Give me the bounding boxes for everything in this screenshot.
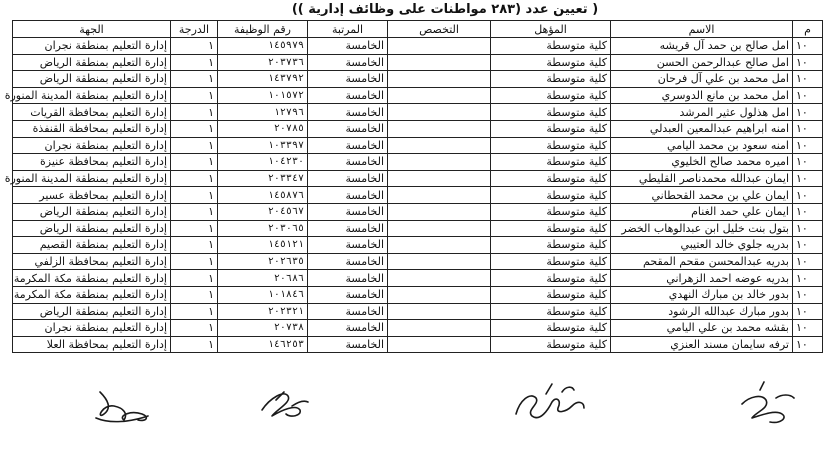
cell-department: إدارة التعليم بمنطقة الرياض <box>13 71 171 88</box>
cell-seq: ١٠ <box>793 270 823 287</box>
table-row <box>13 320 823 337</box>
cell-name: امل صالح بن حمد آل قريشه <box>611 38 793 55</box>
header-department: الجهة <box>13 21 171 38</box>
cell-grade: ١ <box>171 320 218 337</box>
cell-job-id: ٢٠٣٠٦٥ <box>218 220 308 237</box>
cell-grade: ١ <box>171 253 218 270</box>
cell-grade: ١ <box>171 87 218 104</box>
appointments-table-wrap <box>4 20 822 353</box>
cell-name: بدريه عبدالمحسن مقحم المقحم <box>611 253 793 270</box>
handwritten-signature-icon <box>742 382 794 422</box>
cell-rank: الخامسة <box>308 237 388 254</box>
cell-name: ايمان علي بن محمد القحطاني <box>611 187 793 204</box>
table-row <box>13 137 823 154</box>
cell-specialization <box>388 303 491 320</box>
cell-job-id: ١٠٣٣٩٧ <box>218 137 308 154</box>
cell-seq: ١٠ <box>793 187 823 204</box>
cell-rank: الخامسة <box>308 54 388 71</box>
cell-department: إدارة التعليم بمنطقة الرياض <box>13 203 171 220</box>
cell-grade: ١ <box>171 303 218 320</box>
cell-specialization <box>388 87 491 104</box>
cell-job-id: ٢٠٧٨٥ <box>218 120 308 137</box>
cell-seq: ١٠ <box>793 54 823 71</box>
cell-job-id: ٢٠٣٣٤٧ <box>218 170 308 187</box>
cell-job-id: ١٠٤٢٣٠ <box>218 154 308 171</box>
cell-department: إدارة التعليم بمنطقة مكة المكرمة <box>13 286 171 303</box>
cell-job-id: ١٤٥٨٧٦ <box>218 187 308 204</box>
cell-rank: الخامسة <box>308 154 388 171</box>
cell-specialization <box>388 104 491 121</box>
cell-seq: ١٠ <box>793 237 823 254</box>
cell-specialization <box>388 237 491 254</box>
cell-grade: ١ <box>171 120 218 137</box>
cell-name: بقشه محمد بن علي اليامي <box>611 320 793 337</box>
header-job-id: رقم الوظيفة <box>218 21 308 38</box>
cell-rank: الخامسة <box>308 220 388 237</box>
cell-department: إدارة التعليم بمنطقة الرياض <box>13 54 171 71</box>
table-row <box>13 87 823 104</box>
cell-job-id: ١٤٣٧٩٢ <box>218 71 308 88</box>
cell-seq: ١٠ <box>793 104 823 121</box>
cell-name: بدور مبارك عبدالله الرشود <box>611 303 793 320</box>
cell-rank: الخامسة <box>308 203 388 220</box>
cell-department: إدارة التعليم بمنطقة مكة المكرمة <box>13 270 171 287</box>
cell-seq: ١٠ <box>793 336 823 353</box>
cell-department: إدارة التعليم بمنطقة المدينة المنورة <box>13 170 171 187</box>
table-body <box>4 38 823 353</box>
cell-grade: ١ <box>171 237 218 254</box>
cell-name: امل هذلول عثير المرشد <box>611 104 793 121</box>
cell-specialization <box>388 203 491 220</box>
cell-job-id: ٢٠٤٥٦٧ <box>218 203 308 220</box>
cell-grade: ١ <box>171 187 218 204</box>
cell-seq: ١٠ <box>793 120 823 137</box>
cell-grade: ١ <box>171 220 218 237</box>
cell-rank: الخامسة <box>308 71 388 88</box>
cell-qualification: كلية متوسطة <box>491 54 611 71</box>
table-row <box>13 237 823 254</box>
header-grade: الدرجة <box>171 21 218 38</box>
cell-name: ترفه سايمان مسند العنزي <box>611 336 793 353</box>
handwritten-signature-icon <box>262 392 308 416</box>
cell-department: إدارة التعليم بمنطقة الرياض <box>13 220 171 237</box>
handwritten-signature-icon <box>96 392 148 422</box>
cell-grade: ١ <box>171 38 218 55</box>
cell-job-id: ٢٠٣٧٣٦ <box>218 54 308 71</box>
cell-qualification: كلية متوسطة <box>491 336 611 353</box>
cell-specialization <box>388 71 491 88</box>
cell-qualification: كلية متوسطة <box>491 320 611 337</box>
cell-job-id: ٢٠٢٣٢١ <box>218 303 308 320</box>
cell-name: بدريه عوضه احمد الزهراني <box>611 270 793 287</box>
cell-department: إدارة التعليم بمحافظة العلا <box>13 336 171 353</box>
cell-seq: ١٠ <box>793 137 823 154</box>
cell-rank: الخامسة <box>308 303 388 320</box>
cell-specialization <box>388 54 491 71</box>
cell-grade: ١ <box>171 154 218 171</box>
cell-specialization <box>388 253 491 270</box>
cell-rank: الخامسة <box>308 120 388 137</box>
table-row <box>13 38 823 55</box>
cell-seq: ١٠ <box>793 154 823 171</box>
cell-grade: ١ <box>171 203 218 220</box>
table-row <box>13 120 823 137</box>
cell-department: إدارة التعليم بمنطقة الرياض <box>13 303 171 320</box>
cell-seq: ١٠ <box>793 71 823 88</box>
cell-qualification: كلية متوسطة <box>491 170 611 187</box>
cell-seq: ١٠ <box>793 87 823 104</box>
table-row <box>13 303 823 320</box>
header-seq: م <box>793 21 823 38</box>
table-row <box>13 270 823 287</box>
cell-grade: ١ <box>171 286 218 303</box>
table-row <box>13 203 823 220</box>
cell-rank: الخامسة <box>308 170 388 187</box>
cell-rank: الخامسة <box>308 286 388 303</box>
cell-grade: ١ <box>171 170 218 187</box>
cell-name: ايمان علي حمد الغنام <box>611 203 793 220</box>
cell-seq: ١٠ <box>793 220 823 237</box>
table-row <box>13 187 823 204</box>
cell-specialization <box>388 336 491 353</box>
cell-qualification: كلية متوسطة <box>491 253 611 270</box>
cell-name: ايمان عبدالله محمدناصر القليطي <box>611 170 793 187</box>
cell-grade: ١ <box>171 54 218 71</box>
cell-qualification: كلية متوسطة <box>491 220 611 237</box>
cell-qualification: كلية متوسطة <box>491 270 611 287</box>
cell-job-id: ٢٠٧٣٨ <box>218 320 308 337</box>
table-row <box>13 286 823 303</box>
cell-grade: ١ <box>171 137 218 154</box>
table-header-row <box>13 21 823 38</box>
cell-qualification: كلية متوسطة <box>491 38 611 55</box>
cell-seq: ١٠ <box>793 38 823 55</box>
cell-specialization <box>388 137 491 154</box>
table-row <box>13 104 823 121</box>
cell-rank: الخامسة <box>308 104 388 121</box>
cell-grade: ١ <box>171 336 218 353</box>
cell-department: إدارة التعليم بمحافظة القريات <box>13 104 171 121</box>
cell-job-id: ١٤٥١٢١ <box>218 237 308 254</box>
cell-department: إدارة التعليم بمحافظة الزلفي <box>13 253 171 270</box>
handwritten-signature-icon <box>516 384 584 418</box>
table-row <box>13 336 823 353</box>
cell-department: إدارة التعليم بمنطقة نجران <box>13 320 171 337</box>
cell-department: إدارة التعليم بمنطقة القصيم <box>13 237 171 254</box>
cell-qualification: كلية متوسطة <box>491 137 611 154</box>
cell-specialization <box>388 154 491 171</box>
cell-rank: الخامسة <box>308 253 388 270</box>
cell-job-id: ٢٠٢٦٣٥ <box>218 253 308 270</box>
table-row <box>13 71 823 88</box>
cell-specialization <box>388 38 491 55</box>
cell-qualification: كلية متوسطة <box>491 187 611 204</box>
cell-job-id: ١٤٥٩٧٩ <box>218 38 308 55</box>
cell-job-id: ١٤٦٢٥٣ <box>218 336 308 353</box>
cell-department: إدارة التعليم بمنطقة نجران <box>13 137 171 154</box>
cell-seq: ١٠ <box>793 303 823 320</box>
header-name: الاسم <box>611 21 793 38</box>
cell-name: امنه سعود بن محمد اليامي <box>611 137 793 154</box>
cell-job-id: ١٠١٥٧٢ <box>218 87 308 104</box>
cell-department: إدارة التعليم بمحافظة عنيزة <box>13 154 171 171</box>
header-qualification: المؤهل <box>491 21 611 38</box>
cell-specialization <box>388 270 491 287</box>
cell-seq: ١٠ <box>793 253 823 270</box>
cell-seq: ١٠ <box>793 170 823 187</box>
cell-job-id: ١٠١٨٤٦ <box>218 286 308 303</box>
cell-specialization <box>388 286 491 303</box>
cell-rank: الخامسة <box>308 137 388 154</box>
cell-specialization <box>388 320 491 337</box>
appointments-table <box>4 20 823 353</box>
cell-specialization <box>388 170 491 187</box>
cell-rank: الخامسة <box>308 187 388 204</box>
cell-grade: ١ <box>171 71 218 88</box>
header-rank: المرتبة <box>308 21 388 38</box>
cell-name: بدريه جلوي خالد العتيبي <box>611 237 793 254</box>
cell-name: امل محمد بن علي آل فرحان <box>611 71 793 88</box>
cell-seq: ١٠ <box>793 203 823 220</box>
cell-department: إدارة التعليم بمحافظة القنفذة <box>13 120 171 137</box>
cell-name: اميره محمد صالح الخليوي <box>611 154 793 171</box>
cell-qualification: كلية متوسطة <box>491 303 611 320</box>
cell-name: امل محمد بن مانع الدوسري <box>611 87 793 104</box>
cell-rank: الخامسة <box>308 87 388 104</box>
cell-department: إدارة التعليم بمنطقة نجران <box>13 38 171 55</box>
cell-specialization <box>388 187 491 204</box>
cell-department: إدارة التعليم بمحافظة عسير <box>13 187 171 204</box>
cell-qualification: كلية متوسطة <box>491 104 611 121</box>
cell-qualification: كلية متوسطة <box>491 87 611 104</box>
cell-name: امل صالح عبدالرحمن الحسن <box>611 54 793 71</box>
cell-rank: الخامسة <box>308 320 388 337</box>
table-row <box>13 170 823 187</box>
cell-name: بتول بنت خليل ابن عبدالوهاب الخضر <box>611 220 793 237</box>
cell-qualification: كلية متوسطة <box>491 71 611 88</box>
cell-specialization <box>388 220 491 237</box>
header-specialization: التخصص <box>388 21 491 38</box>
cell-job-id: ٢٠٦٨٦ <box>218 270 308 287</box>
cell-qualification: كلية متوسطة <box>491 203 611 220</box>
cell-grade: ١ <box>171 104 218 121</box>
cell-rank: الخامسة <box>308 270 388 287</box>
cell-qualification: كلية متوسطة <box>491 120 611 137</box>
cell-department: إدارة التعليم بمنطقة المدينة المنورة <box>13 87 171 104</box>
cell-rank: الخامسة <box>308 336 388 353</box>
cell-name: بدور خالد بن مبارك النهدي <box>611 286 793 303</box>
cell-qualification: كلية متوسطة <box>491 154 611 171</box>
cell-rank: الخامسة <box>308 38 388 55</box>
signatures-area <box>0 370 800 450</box>
table-row <box>13 253 823 270</box>
cell-specialization <box>388 120 491 137</box>
table-row <box>13 54 823 71</box>
cell-qualification: كلية متوسطة <box>491 237 611 254</box>
page-title: ( تعيين عدد (٢٨٣ مواطنات على وظائف إدارية )) <box>291 2 599 17</box>
cell-name: امنه ابراهيم عبدالمعين العبدلي <box>611 120 793 137</box>
table-row <box>13 154 823 171</box>
table-row <box>13 220 823 237</box>
cell-job-id: ١٢٧٩٦ <box>218 104 308 121</box>
cell-qualification: كلية متوسطة <box>491 286 611 303</box>
cell-grade: ١ <box>171 270 218 287</box>
cell-seq: ١٠ <box>793 320 823 337</box>
cell-seq: ١٠ <box>793 286 823 303</box>
